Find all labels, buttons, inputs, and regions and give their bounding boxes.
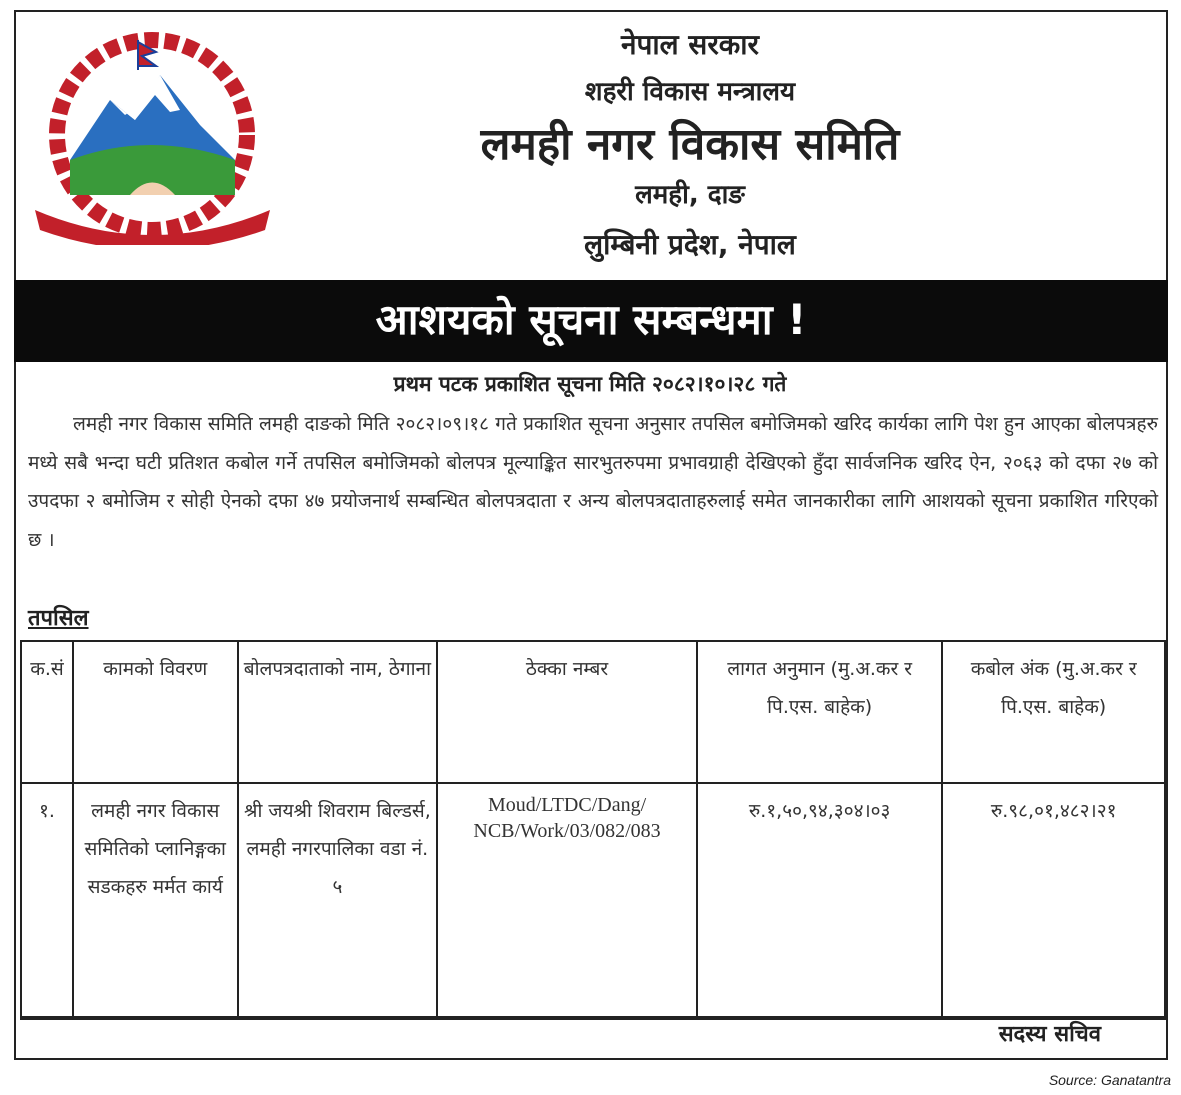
details-label: तपसिल bbox=[28, 606, 89, 631]
col-work-description: कामको विवरण bbox=[73, 641, 238, 783]
cell-bidder: श्री जयश्री शिवराम बिल्डर्स, लमही नगरपालिका वडा नं. ५ bbox=[238, 783, 438, 1019]
cell-contract-number: Moud/LTDC/Dang/ NCB/Work/03/082/083 bbox=[437, 783, 697, 1019]
cell-work-description: लमही नगर विकास समितिको प्लानिङ्गका सडकहरु मर्मत कार्य bbox=[73, 783, 238, 1019]
table-header-row bbox=[21, 641, 1165, 783]
bid-table bbox=[20, 640, 1166, 1020]
col-bidder: बोलपत्रदाताको नाम, ठेगाना bbox=[238, 641, 438, 783]
cell-cost-estimate: रु.१,५०,९४,३०४।०३ bbox=[697, 783, 943, 1019]
cell-bid-amount: रु.९८,०१,४८२।२१ bbox=[942, 783, 1165, 1019]
signature-row bbox=[20, 1016, 1166, 1060]
notice-title-banner: आशयको सूचना सम्बन्धमा ! bbox=[14, 280, 1168, 362]
header-ministry: शहरी विकास मन्त्रालय bbox=[584, 77, 796, 107]
header-government: नेपाल सरकार bbox=[620, 28, 760, 61]
header-province: लुम्बिनी प्रदेश, नेपाल bbox=[584, 228, 796, 261]
cell-serial: १. bbox=[21, 783, 73, 1019]
signature-title: सदस्य सचिव bbox=[998, 1022, 1101, 1047]
header-place: लमही, दाङ bbox=[635, 180, 745, 210]
publication-date-heading: प्रथम पटक प्रकाशित सूचना मिति २०८२।१०।२८ गते bbox=[393, 372, 787, 396]
col-serial: क.सं bbox=[21, 641, 73, 783]
nepal-emblem bbox=[30, 30, 275, 245]
col-bid-amount: कबोल अंक (मु.अ.कर र पि.एस. बाहेक) bbox=[942, 641, 1165, 783]
source-credit: Source: Ganatantra bbox=[1048, 1072, 1171, 1088]
col-cost-estimate: लागत अनुमान (मु.अ.कर र पि.एस. बाहेक) bbox=[697, 641, 943, 783]
col-contract-number: ठेक्का नम्बर bbox=[437, 641, 697, 783]
notice-body: लमही नगर विकास समिति लमही दाङको मिति २०८२।०९।१८ गते प्रकाशित सूचना अनुसार तपसिल बमोजिमको खरिद कार्यका लागि पेश हुन आएका बोलपत्रहरु मध्ये सबै भन्दा घटी प्रतिशत कबोल गर्ने तपसिल बमोजिमको बोलपत्र मूल्याङ्कित सारभुतरुपमा प्रभावग्राही देखिएको हुँदा सार्वजनिक खरिद ऐन, २०६३ को दफा २७ को उपदफा २ बमोजिम र सोही ऐनको दफा ४७ प्रयोजनार्थ सम्बन्धित बोलपत्रदाता र अन्य बोलपत्रदाताहरुलाई समेत जानकारीका लागि आशयको सूचना प्रकाशित गरिएको छ । bbox=[28, 413, 1158, 551]
table-row bbox=[21, 783, 1165, 1019]
header-organization: लमही नगर विकास समिति bbox=[480, 119, 900, 170]
